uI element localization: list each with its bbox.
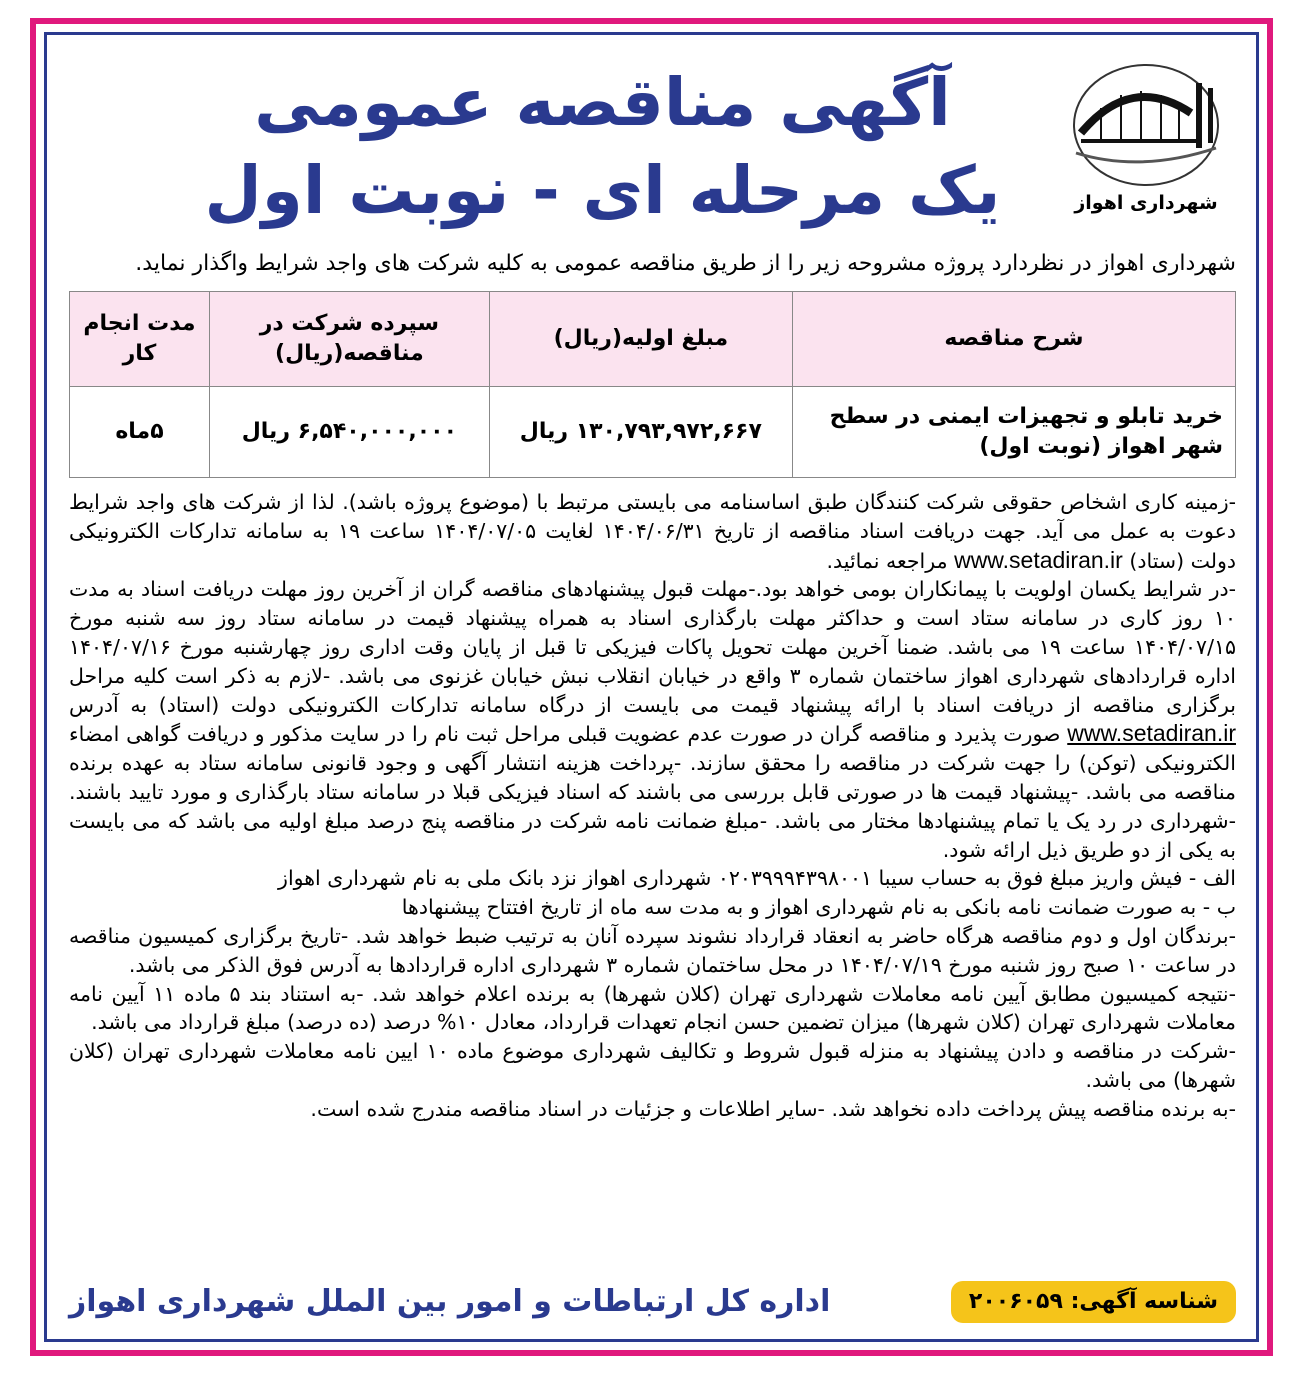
paragraph-3: الف - فیش واریز مبلغ فوق به حساب سیبا ۰۲۰۳۹۹۹۴۳۹۸۰۰۱ شهرداری اهواز نزد بانک ملی به نام شهرداری اهواز [278, 866, 1236, 891]
notice-body [69, 488, 1236, 1124]
col-header-initial-amount: مبلغ اولیه(ریال) [489, 292, 792, 387]
cell-initial-amount: ۱۳۰,۷۹۳,۹۷۲,۶۶۷ ریال [489, 387, 792, 478]
paragraph-text: مراجعه نمائید. [826, 548, 948, 573]
paragraph-1 [69, 488, 1236, 575]
title-line-1: آگهی مناقصه عمومی [254, 64, 951, 141]
intro-text: شهرداری اهواز در نظردارد پروژه مشروحه زیر را از طریق مناقصه عمومی به کلیه شرکت های واجد شرایط واگذار نماید. [135, 251, 1236, 276]
col-header-description: شرح مناقصه [792, 292, 1235, 387]
table-header-row [70, 292, 1236, 387]
title-line-2: یک مرحله ای - نوبت اول [204, 152, 1001, 229]
paragraph-7: -شرکت در مناقصه و دادن پیشنهاد به منزله قبول شروط و تکالیف شهرداری موضوع ماده ۱۰ ایین نامه معاملات شهرداری تهران (کلان شهرها) می باشد. [69, 1039, 1236, 1092]
bridge-logo-icon [1071, 63, 1221, 188]
logo-caption: شهرداری اهواز [1074, 192, 1218, 214]
setadiran-link[interactable]: www.setadiran.ir [954, 546, 1123, 573]
paragraph-5: -برندگان اول و دوم مناقصه هرگاه حاضر به انعقاد قرارداد نشوند سپرده آنان به ترتیب ضبط خواهد شد. -تاریخ برگزاری کمیسیون مناقصه در ساعت ۱۰ صبح روز شنبه مورخ ۱۴۰۴/۰۷/۱۹ در محل ساختمان شماره ۳ شهرداری اداره قراردادها به آدرس فوق الذکر می باشد. [69, 923, 1236, 977]
paragraph-4: ب - به صورت ضمانت نامه بانکی به نام شهرداری اهواز و به مدت سه ماه از تاریخ افتتاح پیشنهادها [401, 895, 1236, 920]
paragraph-6: -نتیجه کمیسیون مطابق آیین نامه معاملات شهرداری تهران (کلان شهرها) به برنده اعلام خواهد شد. -به استناد بند ۵ ماده ۱۱ آیین نامه معاملات شهرداری تهران (کلان شهرها) میزان تضمین حسن انجام تعهدات قرارداد، معادل ۱۰% درصد (ده درصد) مبلغ قرارداد می باشد. [69, 981, 1236, 1035]
cell-deposit: ۶,۵۴۰,۰۰۰,۰۰۰ ریال [209, 387, 489, 478]
ad-id-badge: شناسه آگهی: ۲۰۰۶۰۵۹ [951, 1281, 1236, 1323]
logo [1056, 63, 1236, 214]
col-header-duration: مدت انجام کار [70, 292, 210, 387]
paragraph-text: صورت پذیرد و مناقصه گران در صورت عدم عضویت قبلی مراحل ثبت نام را در سایت مذکور و دریافت گواهی امضاء الکترونیکی (توکن) را جهت شرکت در مناقصه را محقق سازند. -پرداخت هزینه انتشار آگهی و وجود قانونی سامانه ستاد به عهده برنده مناقصه می باشد. -پیشنهاد قیمت ها در صورتی قابل بررسی می باشند که اسناد فیزیکی قبلا در سامانه ستاد بارگذاری و مورد تایید باشند. -شهرداری در رد یک یا تمام پیشنهادها مختار می باشد. -مبلغ ضمانت نامه شرکت در مناقصه پنج درصد مبلغ اولیه می باشد که می بایست به یکی از دو طریق ذیل ارائه شود. [69, 722, 1236, 862]
table-row [70, 387, 1236, 478]
setadiran-link-2[interactable]: www.setadiran.ir [1067, 720, 1236, 747]
tender-table [69, 291, 1236, 478]
paragraph-text: -در شرایط یکسان اولویت با پیمانکاران بومی خواهد بود.-مهلت قبول پیشنهادهای مناقصه گران از آخرین روز مهلت دریافت اسناد به مدت ۱۰ روز کاری در سامانه ستاد است و حداکثر مهلت بارگذاری اسناد به همراه پیشنهاد قیمت در سامانه ستاد روز سه شنبه مورخ ۱۴۰۴/۰۷/۱۵ ساعت ۱۹ می باشد. ضمنا آخرین مهلت تحویل پاکات فیزیکی تا قبل از پایان وقت اداری روز چهارشنبه مورخ ۱۴۰۴/۰۷/۱۶ اداره قراردادهای شهرداری اهواز ساختمان شماره ۳ واقع در خیابان انقلاب نبش خیابان غزنوی می باشد. -لازم به ذکر است کلیه مراحل برگزاری مناقصه از دریافت اسناد با ارائه پیشنهاد قیمت می بایست از درگاه سامانه تدارکات الکترونیکی دولت (استاد) به آدرس [69, 577, 1236, 717]
col-header-deposit: سپرده شرکت در مناقصه(ریال) [209, 292, 489, 387]
paragraph-8: -به برنده مناقصه پیش پرداخت داده نخواهد شد. -سایر اطلاعات و جزئیات در اسناد مناقصه مندرج شده است. [310, 1096, 1236, 1121]
department-name: اداره کل ارتباطات و امور بین الملل شهرداری اهواز [69, 1284, 831, 1319]
page-title [69, 49, 1056, 235]
notice [44, 32, 1259, 1342]
notice-footer [69, 1267, 1236, 1323]
paragraph-text: -زمینه کاری اشخاص حقوقی شرکت کنندگان طبق اساسنامه می بایستی مرتبط با (موضوع پروژه باشد). لذا از شرکت های واجد شرایط دعوت به عمل می آید. جهت دریافت اسناد مناقصه از تاریخ ۱۴۰۴/۰۶/۳۱ لغایت ۱۴۰۴/۰۷/۰۵ ساعت ۱۹ به سامانه تدارکات الکترونیکی دولت (ستاد) [69, 490, 1236, 573]
cell-description: خرید تابلو و تجهیزات ایمنی در سطح شهر اهواز (نوبت اول) [792, 387, 1235, 478]
paragraph-2 [69, 575, 1236, 864]
page-frame [30, 18, 1273, 1356]
notice-header [69, 49, 1236, 235]
cell-duration: ۵ماه [70, 387, 210, 478]
